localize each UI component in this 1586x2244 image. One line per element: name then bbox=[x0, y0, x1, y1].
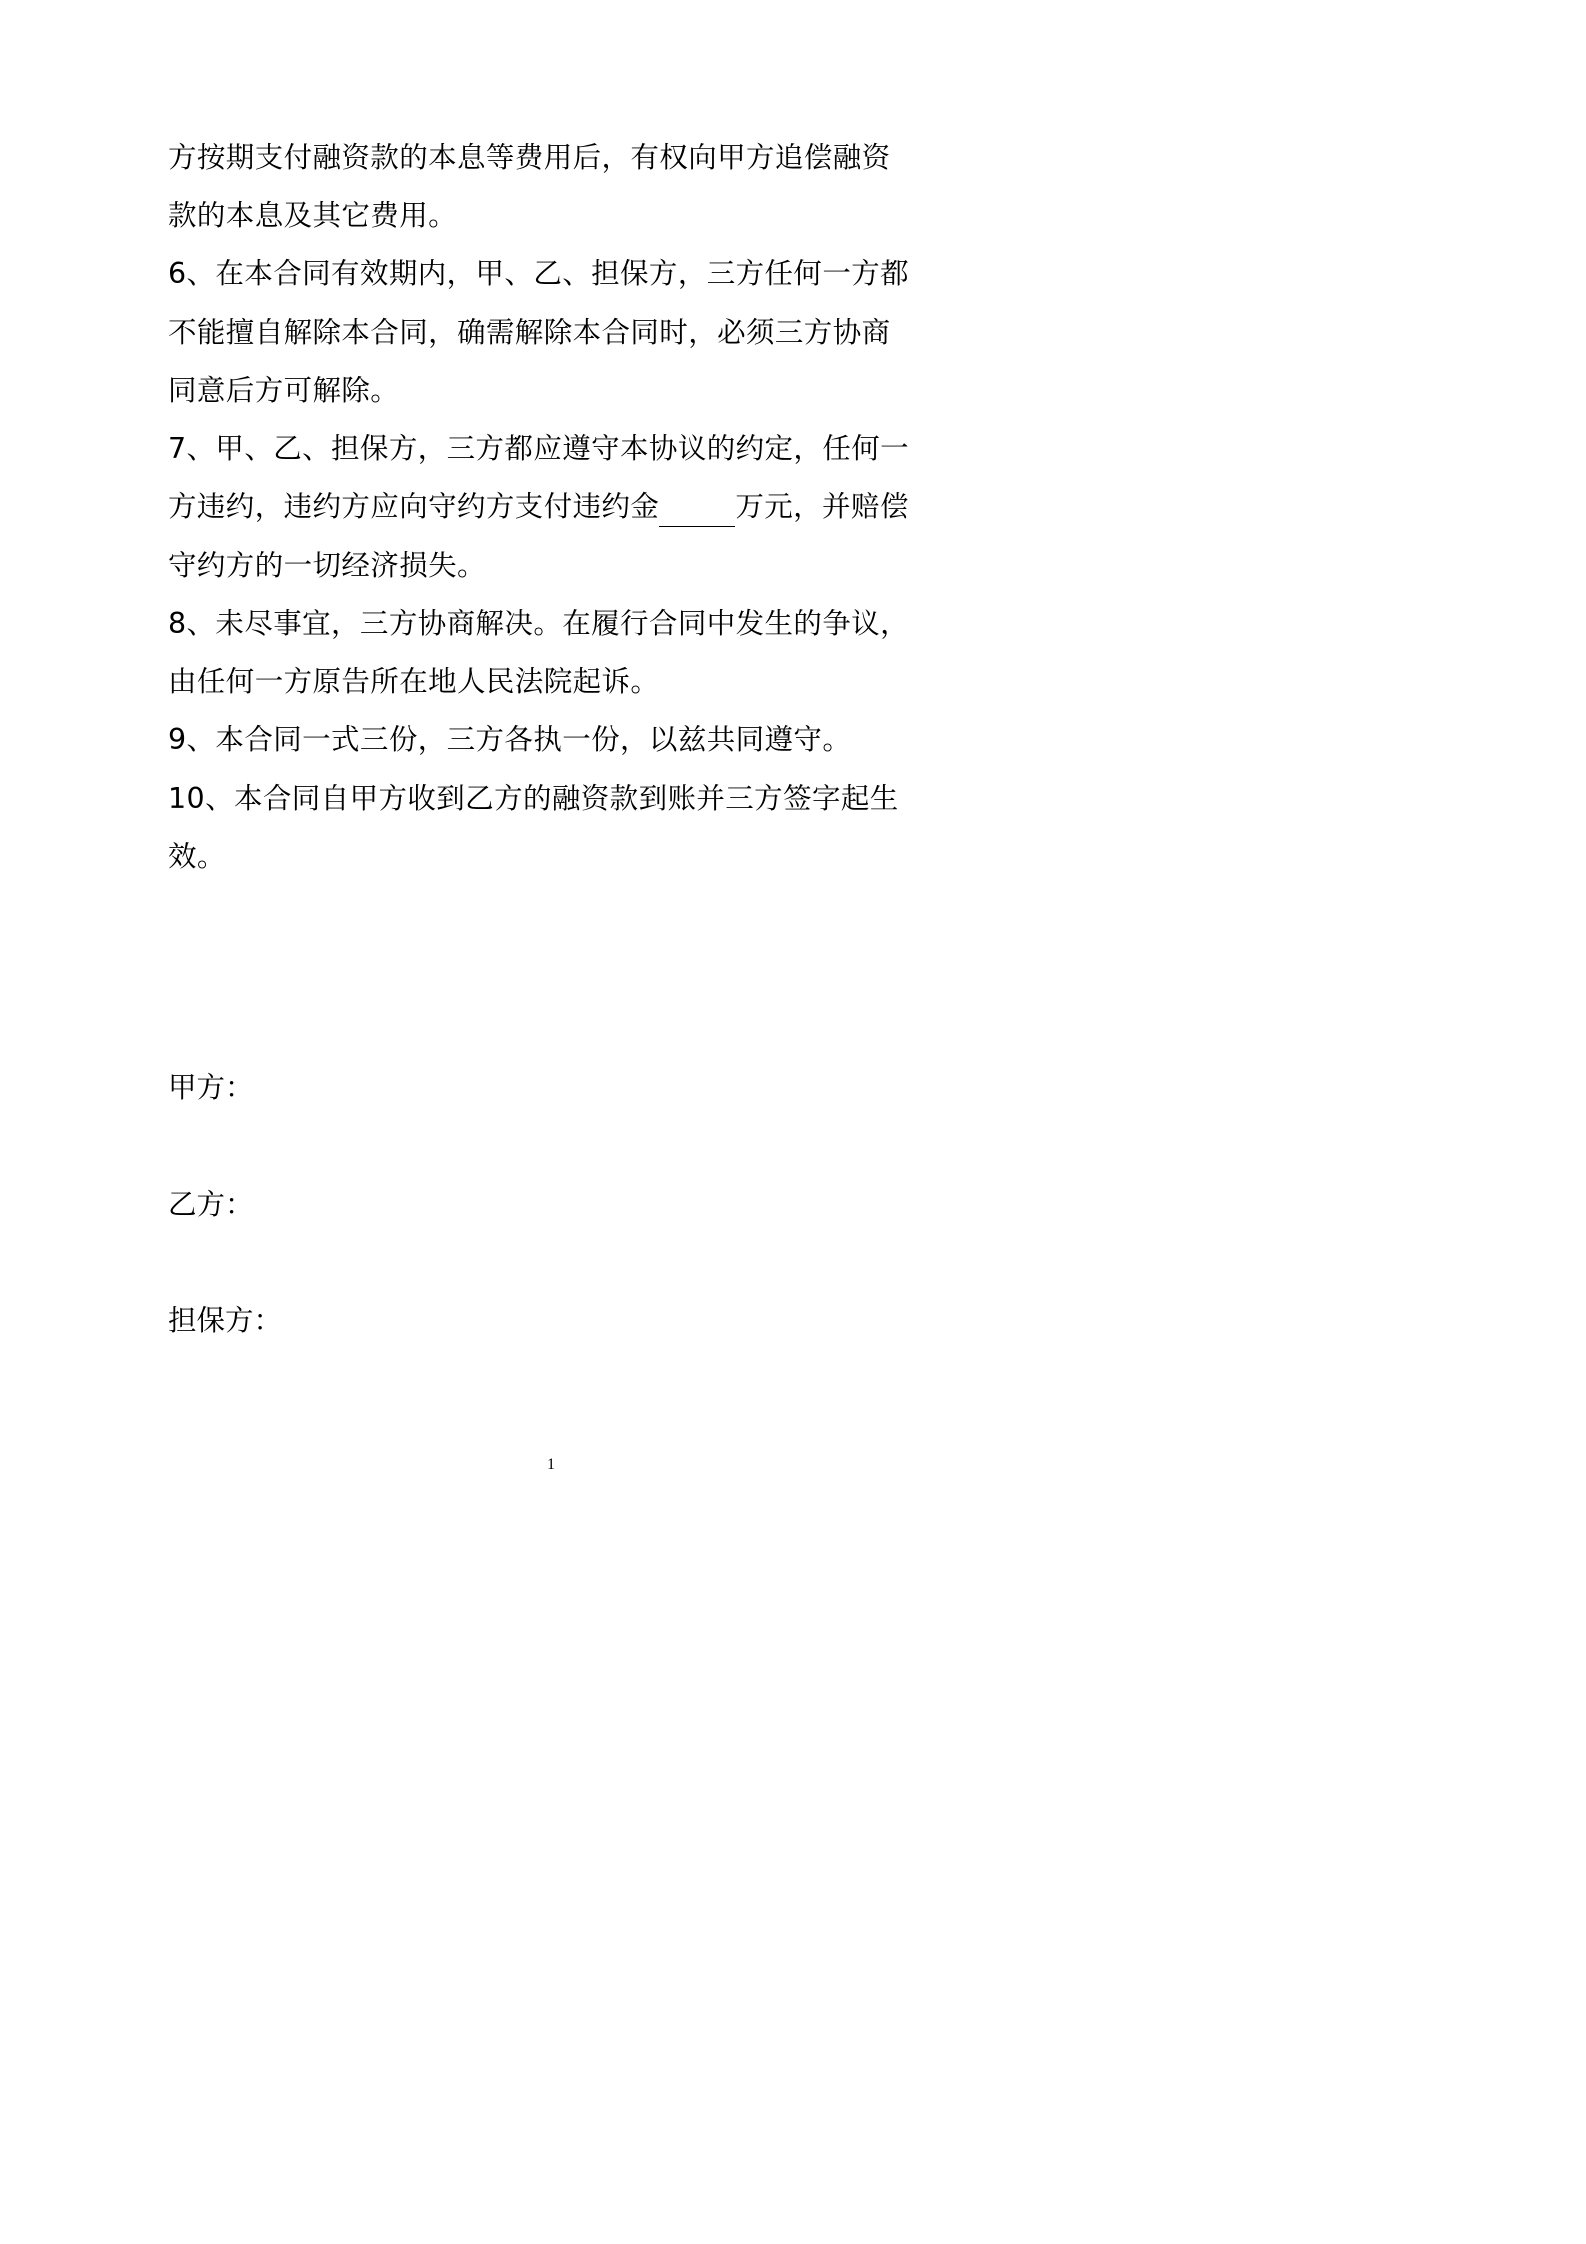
page-number: 1 bbox=[547, 1456, 555, 1473]
penalty-line bbox=[168, 487, 909, 527]
text-line: 款的本息及其它费用。 bbox=[168, 199, 458, 232]
text-line: 效。 bbox=[168, 840, 226, 873]
penalty-text-after: 万元，并赔偿 bbox=[735, 490, 909, 523]
text-line: 由任何一方原告所在地人民法院起诉。 bbox=[168, 665, 660, 698]
penalty-text-before: 方违约，违约方应向守约方支付违约金 bbox=[168, 490, 660, 523]
document-page bbox=[0, 0, 1102, 1560]
clause-8-line: 8、未尽事宜，三方协商解决。在履行合同中发生的争议， bbox=[168, 607, 910, 640]
clause-9-line: 9、本合同一式三份，三方各执一份，以兹共同遵守。 bbox=[168, 723, 852, 756]
text-line: 守约方的一切经济损失。 bbox=[168, 549, 486, 582]
text-line: 同意后方可解除。 bbox=[168, 374, 400, 407]
clause-7-line: 7、甲、乙、担保方，三方都应遵守本协议的约定，任何一 bbox=[168, 432, 910, 465]
party-a-signature-label: 甲方： bbox=[168, 1071, 254, 1104]
guarantor-signature-label: 担保方： bbox=[168, 1304, 283, 1337]
text-line: 不能擅自解除本合同，确需解除本合同时，必须三方协商 bbox=[168, 316, 891, 349]
clause-6-line: 6、在本合同有效期内，甲、乙、担保方，三方任何一方都 bbox=[168, 257, 910, 290]
text-line: 方按期支付融资款的本息等费用后，有权向甲方追偿融资 bbox=[168, 141, 891, 174]
penalty-amount-blank[interactable] bbox=[659, 496, 735, 527]
party-b-signature-label: 乙方： bbox=[168, 1188, 254, 1221]
clause-10-line: 10、本合同自甲方收到乙方的融资款到账并三方签字起生 bbox=[168, 782, 899, 815]
